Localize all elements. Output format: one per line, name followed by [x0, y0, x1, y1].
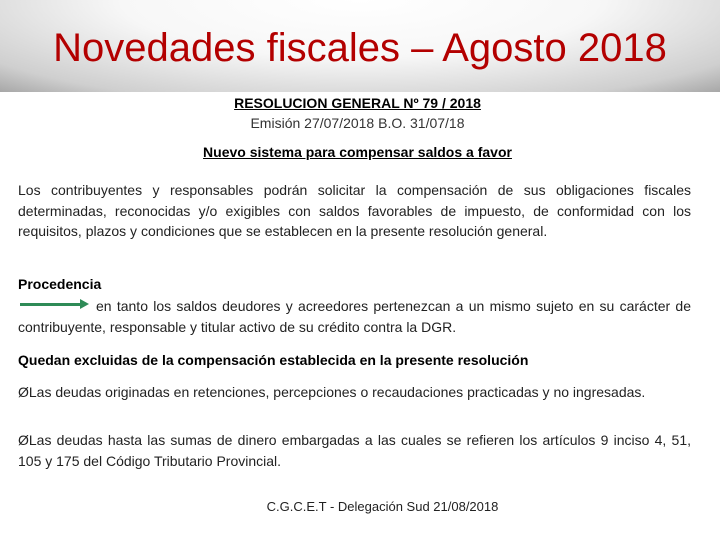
excluded-item-2: ØLas deudas hasta las sumas de dinero embargadas a las cuales se refieren los artículos 9 inciso 4, 51, 105 y 175 del Código Tributario Provincial.: [18, 432, 691, 469]
slide-title: Novedades fiscales – Agosto 2018: [53, 26, 667, 70]
excluded-item-1: ØLas deudas originadas en retenciones, percepciones o recaudaciones practicadas y no ingresadas.: [18, 384, 646, 400]
resolution-date: Emisión 27/07/2018 B.O. 31/07/18: [250, 115, 465, 131]
footer-text: C.G.C.E.T - Delegación Sud 21/08/2018: [266, 499, 499, 514]
section-subtitle: Nuevo sistema para compensar saldos a favor: [203, 144, 512, 160]
resolution-title: RESOLUCION GENERAL Nº 79 / 2018: [234, 95, 481, 111]
procedencia-paragraph: en tanto los saldos deudores y acreedores pertenezcan a un mismo sujeto en su carácter de contribuyente, responsable y titular activo de su crédito contra la DGR.: [18, 298, 691, 335]
procedencia-heading: Procedencia: [18, 276, 102, 292]
intro-paragraph: Los contribuyentes y responsables podrán solicitar la compensación de sus obligaciones fiscales determinadas, reconocidas y/o exigibles con saldos favorables de impuesto, de conformidad con los requisitos, plazos y condiciones que se establecen en la presente resolución general.: [18, 182, 691, 239]
excluded-heading: Quedan excluidas de la compensación establecida en la presente resolución: [18, 352, 529, 368]
